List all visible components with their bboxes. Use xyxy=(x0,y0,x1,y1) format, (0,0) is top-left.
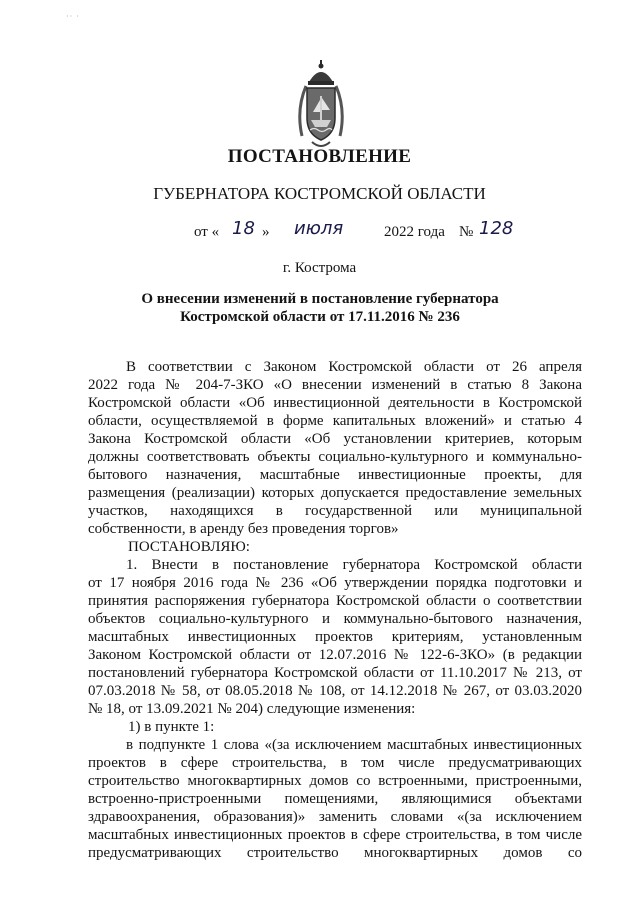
body-line: постановлений губернатора Костромской области от 11.10.2017 № 213, от xyxy=(88,665,582,681)
city-line: г. Кострома xyxy=(282,260,357,276)
date-prefix: от « xyxy=(194,224,220,240)
date-number-line xyxy=(194,218,554,250)
body-line: 1. Внести в постановление губернатора Костромской области xyxy=(126,557,582,573)
issuer-line: ГУБЕРНАТОРА КОСТРОМСКОЙ ОБЛАСТИ xyxy=(153,184,486,203)
handwritten-month: июля xyxy=(294,218,344,239)
body-line: от 17 ноября 2016 года № 236 «Об утверждении порядка подготовки и xyxy=(88,575,582,591)
handwritten-number: 128 xyxy=(479,218,514,239)
body-line: размещения (реализации) которых допускается предоставление земельных xyxy=(88,485,582,501)
heading-line: Костромской области от 17.11.2016 № 236 xyxy=(180,309,460,325)
handwritten-day: 18 xyxy=(232,218,255,239)
body-line: бытового назначения, масштабные инвестиционные проекты, для xyxy=(88,467,582,483)
body-line: 2022 года № 204-7-ЗКО «О внесении изменений в статью 8 Закона xyxy=(88,377,582,393)
body-line: Закона Костромской области «Об установлении критериев, которым xyxy=(88,431,582,447)
body-line: масштабных инвестиционных проектов в сфере строительства, в том числе xyxy=(88,827,582,843)
document-title: ПОСТАНОВЛЕНИЕ xyxy=(227,146,412,167)
body-line: области, осуществляемой в форме капитальных вложений» и статью 4 xyxy=(88,413,582,429)
body-line: принятия распоряжения губернатора Костромской области о соответствии xyxy=(88,593,582,609)
body-line: участков, находящихся в государственной или муниципальной xyxy=(88,503,582,519)
body-line: масштабных инвестиционных проектов критериям, установленным xyxy=(88,629,582,645)
body-line: предусматривающих строительство многоквартирных домов со xyxy=(88,845,582,861)
coat-of-arms-emblem xyxy=(292,60,350,152)
body-line: строительство многоквартирных домов со встроенными, пристроенными, xyxy=(88,773,582,789)
body-line: проектов в сфере строительства, в том числе предусматривающих xyxy=(88,755,582,771)
date-close: » xyxy=(262,224,270,240)
body-line: объектов социально-культурного и коммунально-бытового назначения, xyxy=(88,611,582,627)
resolve-word: ПОСТАНОВЛЯЮ: xyxy=(128,539,250,555)
heading-line: О внесении изменений в постановление губернатора xyxy=(141,291,499,307)
body-line: 07.03.2018 № 58, от 08.05.2018 № 108, от 14.12.2018 № 267, от 03.03.2020 xyxy=(88,683,582,699)
body-line: в подпункте 1 слова «(за исключением масштабных инвестиционных xyxy=(126,737,582,753)
body-line: встроенно-пристроенными помещениями, являющимися объектами xyxy=(88,791,582,807)
body-line: собственности, в аренду без проведения торгов» xyxy=(88,521,399,537)
number-sign: № xyxy=(459,224,474,240)
body-line: Костромской области «Об инвестиционной деятельности в Костромской xyxy=(88,395,582,411)
body-line: Законом Костромской области от 12.07.2016 № 122-6-ЗКО» (в редакции xyxy=(88,647,582,663)
subitem-label: 1) в пункте 1: xyxy=(128,719,215,735)
body-line: должны соответствовать объекты социально-культурного и коммунально- xyxy=(88,449,582,465)
scan-mark: ·· · xyxy=(66,12,80,21)
body-line: В соответствии с Законом Костромской области от 26 апреля xyxy=(126,359,582,375)
body-line: здравоохранения, образования)» заменить словами «(за исключением xyxy=(88,809,582,825)
body-line: № 18, от 13.09.2021 № 204) следующие изменения: xyxy=(88,701,416,717)
document-heading xyxy=(120,290,520,326)
year-text: 2022 года xyxy=(384,224,445,240)
document-body xyxy=(88,358,582,862)
